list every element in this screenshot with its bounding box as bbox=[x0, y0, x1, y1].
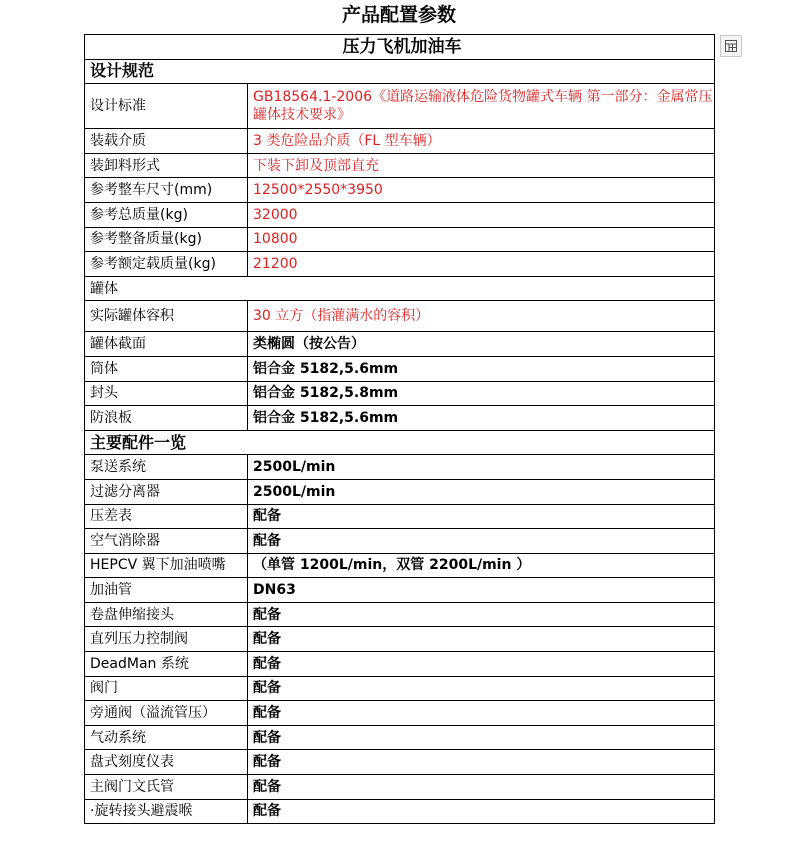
row-label: 旁通阀（溢流管压） bbox=[85, 701, 248, 726]
row-label: 实际罐体容积 bbox=[85, 301, 248, 332]
row-value: 配备 bbox=[248, 676, 715, 701]
row-value: 30 立方（指灌满水的容积） bbox=[248, 301, 715, 332]
table-row bbox=[85, 356, 715, 381]
row-value: 配备 bbox=[248, 627, 715, 652]
table-row bbox=[85, 178, 715, 203]
row-value: 配备 bbox=[248, 725, 715, 750]
row-value: 配备 bbox=[248, 775, 715, 800]
row-value: 2500L/min bbox=[248, 479, 715, 504]
table-row bbox=[85, 504, 715, 529]
table-title: 压力飞机加油车 bbox=[85, 35, 715, 60]
section-heading: 主要配件一览 bbox=[85, 430, 715, 455]
row-label: 防浪板 bbox=[85, 406, 248, 431]
row-value: 配备 bbox=[248, 750, 715, 775]
table-row bbox=[85, 406, 715, 431]
table-row bbox=[85, 479, 715, 504]
row-label: 阀门 bbox=[85, 676, 248, 701]
table-row bbox=[85, 578, 715, 603]
row-value: 10800 bbox=[248, 227, 715, 252]
row-value: 配备 bbox=[248, 701, 715, 726]
table-row bbox=[85, 627, 715, 652]
row-label: 空气消除器 bbox=[85, 529, 248, 554]
table-row bbox=[85, 529, 715, 554]
row-value: 类椭圆（按公告） bbox=[248, 332, 715, 357]
row-label: 装载介质 bbox=[85, 129, 248, 154]
section-row-parts bbox=[85, 430, 715, 455]
row-label: 参考整车尺寸(mm) bbox=[85, 178, 248, 203]
table-row bbox=[85, 455, 715, 480]
table-row bbox=[85, 652, 715, 677]
row-value: 配备 bbox=[248, 652, 715, 677]
row-label: ·旋转接头避震喉 bbox=[85, 799, 248, 824]
row-value: 配备 bbox=[248, 602, 715, 627]
table-row bbox=[85, 750, 715, 775]
row-label: 压差表 bbox=[85, 504, 248, 529]
row-value: （单管 1200L/min，双管 2200L/min ） bbox=[248, 553, 715, 578]
row-value: 32000 bbox=[248, 202, 715, 227]
section-heading: 设计规范 bbox=[85, 59, 715, 84]
table-row bbox=[85, 676, 715, 701]
row-label: 过滤分离器 bbox=[85, 479, 248, 504]
row-value: 2500L/min bbox=[248, 455, 715, 480]
row-label: 主阀门文氏管 bbox=[85, 775, 248, 800]
row-label: 参考整备质量(kg) bbox=[85, 227, 248, 252]
row-value: 配备 bbox=[248, 504, 715, 529]
row-label: 封头 bbox=[85, 381, 248, 406]
row-label: 卷盘伸缩接头 bbox=[85, 602, 248, 627]
row-value: 铝合金 5182,5.8mm bbox=[248, 381, 715, 406]
table-row bbox=[85, 332, 715, 357]
table-row bbox=[85, 775, 715, 800]
row-label: 设计标准 bbox=[85, 84, 248, 129]
table-row bbox=[85, 153, 715, 178]
row-value: 铝合金 5182,5.6mm bbox=[248, 356, 715, 381]
row-value: 配备 bbox=[248, 799, 715, 824]
row-value: 12500*2550*3950 bbox=[248, 178, 715, 203]
table-row bbox=[85, 381, 715, 406]
row-value: DN63 bbox=[248, 578, 715, 603]
table-row bbox=[85, 701, 715, 726]
table-row bbox=[85, 84, 715, 129]
table-row bbox=[85, 227, 715, 252]
row-value: 下装下卸及顶部直充 bbox=[248, 153, 715, 178]
row-label: 参考总质量(kg) bbox=[85, 202, 248, 227]
spec-table bbox=[84, 34, 715, 824]
row-value: 配备 bbox=[248, 529, 715, 554]
row-label: 气动系统 bbox=[85, 725, 248, 750]
row-label: 筒体 bbox=[85, 356, 248, 381]
table-row bbox=[85, 252, 715, 277]
row-label: DeadMan 系统 bbox=[85, 652, 248, 677]
table-row bbox=[85, 301, 715, 332]
row-label: 装卸料形式 bbox=[85, 153, 248, 178]
row-value: 铝合金 5182,5.6mm bbox=[248, 406, 715, 431]
row-label: 参考额定载质量(kg) bbox=[85, 252, 248, 277]
row-label: 罐体截面 bbox=[85, 332, 248, 357]
table-title-row bbox=[85, 35, 715, 60]
row-label: HEPCV 翼下加油喷嘴 bbox=[85, 553, 248, 578]
expand-icon-glyph bbox=[724, 39, 738, 53]
row-label: 泵送系统 bbox=[85, 455, 248, 480]
row-value: 21200 bbox=[248, 252, 715, 277]
table-row bbox=[85, 129, 715, 154]
document-title: 产品配置参数 bbox=[341, 4, 456, 26]
row-value: 3 类危险品介质（FL 型车辆） bbox=[248, 129, 715, 154]
table-row bbox=[85, 553, 715, 578]
section-row-design bbox=[85, 59, 715, 84]
table-row bbox=[85, 202, 715, 227]
row-value: GB18564.1-2006《道路运输液体危险货物罐式车辆 第一部分：金属常压罐体技术要求》 bbox=[248, 84, 715, 129]
row-label: 盘式刻度仪表 bbox=[85, 750, 248, 775]
row-label: 加油管 bbox=[85, 578, 248, 603]
expand-icon[interactable] bbox=[720, 35, 742, 57]
row-label: 直列压力控制阀 bbox=[85, 627, 248, 652]
table-row bbox=[85, 725, 715, 750]
tank-heading: 罐体 bbox=[85, 276, 715, 301]
table-row bbox=[85, 799, 715, 824]
tank-heading-row bbox=[85, 276, 715, 301]
table-row bbox=[85, 602, 715, 627]
